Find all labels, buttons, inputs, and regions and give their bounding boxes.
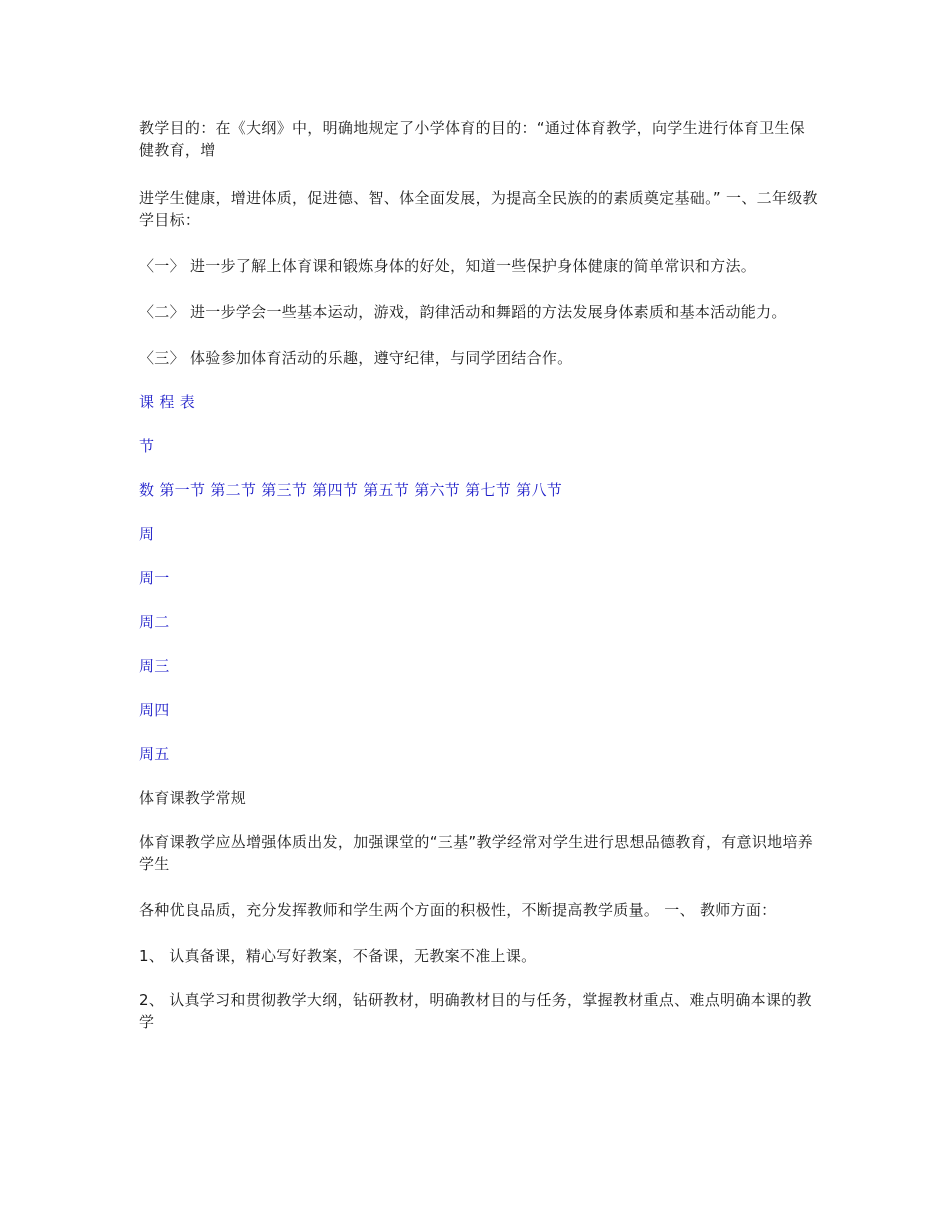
schedule-day-thursday: 周四 [139, 701, 170, 719]
teacher-item-1: 1、 认真备课，精心写好教案，不备课，无教案不准上课。 [139, 947, 537, 965]
schedule-title: 课 程 表 [139, 393, 196, 411]
routine-intro-1: 体育课教学应丛增强体质出发，加强课堂的“三基”教学经常对学生进行思想品德教育，有意识地培养学生 [139, 833, 814, 873]
goal-paragraph-2: 进学生健康，增进体质，促进德、智、体全面发展，为提高全民族的的素质奠定基础。” 一、二年级教学目标： [139, 189, 818, 229]
routine-title: 体育课教学常规 [139, 789, 247, 807]
schedule-day-friday: 周五 [139, 745, 170, 763]
objective-item-1: 〈一〉 进一步了解上体育课和锻炼身体的好处，知道一些保护身体健康的简单常识和方法。 [139, 257, 757, 275]
schedule-day-tuesday: 周二 [139, 613, 170, 631]
schedule-header-top: 节 [139, 437, 155, 455]
schedule-header-row: 数 第一节 第二节 第三节 第四节 第五节 第六节 第七节 第八节 [139, 481, 563, 499]
goal-paragraph-1: 教学目的：在《大纲》中，明确地规定了小学体育的目的：“通过体育教学，向学生进行体育卫生保健教育，增 [139, 119, 805, 159]
objective-item-2: 〈二〉 进一步学会一些基本运动，游戏，韵律活动和舞蹈的方法发展身体素质和基本活动能力。 [139, 303, 787, 321]
schedule-day-wednesday: 周三 [139, 657, 170, 675]
objective-item-3: 〈三〉 体验参加体育活动的乐趣，遵守纪律，与同学团结合作。 [139, 349, 573, 367]
schedule-header-bottom: 周 [139, 525, 155, 543]
schedule-day-monday: 周一 [139, 569, 170, 587]
routine-intro-2: 各种优良品质，充分发挥教师和学生两个方面的积极性，不断提高教学质量。 一、 教师方面： [139, 901, 777, 919]
teacher-item-2: 2、 认真学习和贯彻教学大纲，钻研教材，明确教材目的与任务，掌握教材重点、难点明确本课的教学 [139, 991, 812, 1031]
document-page [139, 117, 819, 1057]
